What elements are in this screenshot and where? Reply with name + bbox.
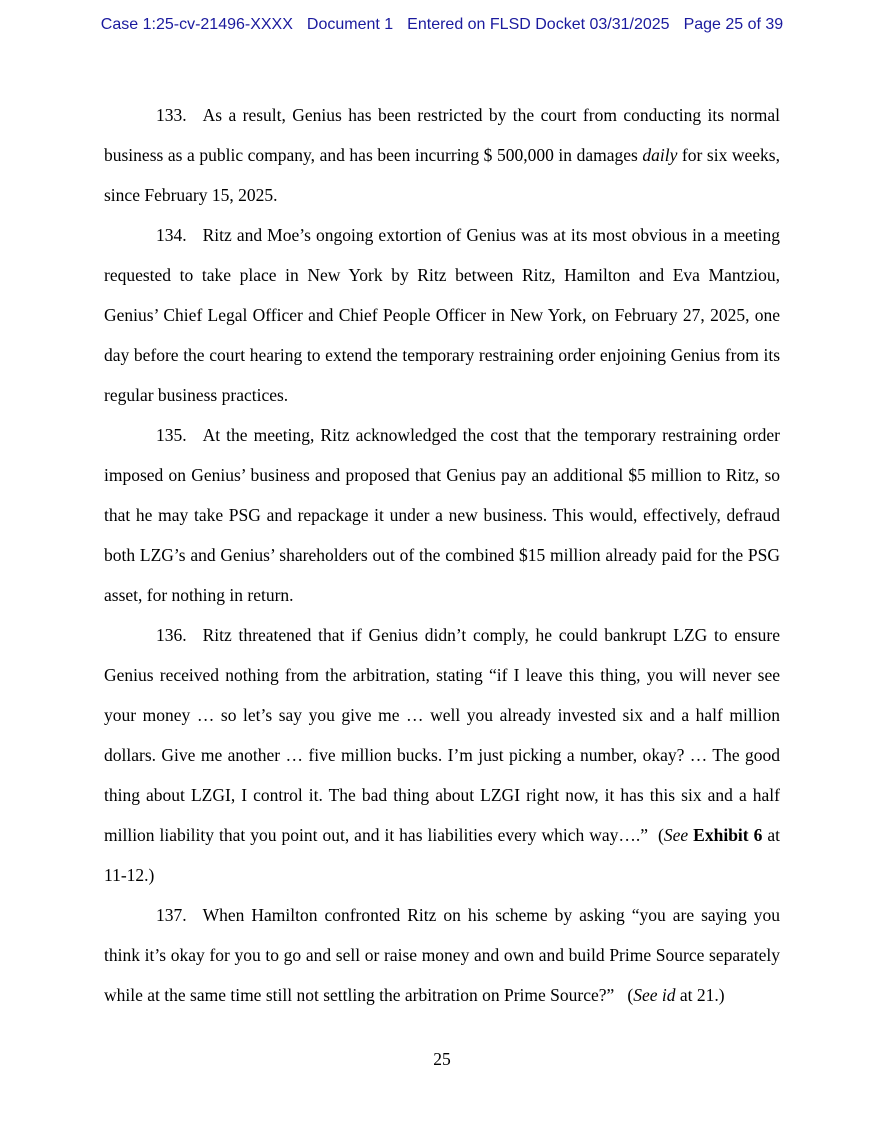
text-segment: When Hamilton confronted Ritz on his scheme by asking “you are saying you think it’s okay for you to go and sell or raise money and own and build Prime Source separately while at the same time still not settling the arbitration on Prime Source?” (: [104, 905, 780, 1005]
paragraph-number: 134.: [156, 225, 187, 245]
text-segment: at 21.): [675, 985, 725, 1005]
case-number: Case 1:25-cv-21496-XXXX: [100, 16, 293, 33]
document-number: Document 1: [306, 16, 394, 33]
text-segment: As a result, Genius has been restricted by the court from conducting its normal business as a public company, and has been incurring $ 500,000 in damages: [104, 105, 780, 165]
docket-stamp-header: [0, 14, 884, 36]
text-segment: See id: [633, 985, 676, 1005]
page-number: 25: [433, 1049, 451, 1069]
docket-entered-date: Entered on FLSD Docket 03/31/2025: [407, 16, 670, 33]
paragraph: [104, 415, 780, 615]
text-segment: At the meeting, Ritz acknowledged the cost that the temporary restraining order imposed on Genius’ business and proposed that Genius pay an additional $5 million to Ritz, so that he may take PSG and repackage it under a new business. This would, effectively, defraud both LZG’s and Genius’ shareholders out of the combined $15 million already paid for the PSG asset, for nothing in return.: [104, 425, 780, 605]
document-body: [104, 95, 780, 1015]
page-indicator: Page 25 of 39: [683, 16, 784, 33]
text-segment: for six weeks, since February 15, 2025.: [104, 145, 780, 205]
paragraph-number: 135.: [156, 425, 187, 445]
text-segment: Ritz threatened that if Genius didn’t comply, he could bankrupt LZG to ensure Genius received nothing from the arbitration, stating “if I leave this thing, you will never see your money … so let’s say you give me … well you already invested six and a half million dollars. Give me another … five million bucks. I’m just picking a number, okay? … The good thing about LZGI, I control it. The bad thing about LZGI right now, it has this six and a half million liability that you point out, and it has liabilities every which way….” (: [104, 625, 780, 845]
paragraph: [104, 895, 780, 1015]
text-segment: daily: [642, 145, 678, 165]
paragraph: [104, 95, 780, 215]
text-segment: See: [663, 825, 689, 845]
paragraph-number: 137.: [156, 905, 187, 925]
paragraph: [104, 615, 780, 895]
text-segment: Ritz and Moe’s ongoing extortion of Genius was at its most obvious in a meeting requested to take place in New York by Ritz between Ritz, Hamilton and Eva Mantziou, Genius’ Chief Legal Officer and Chief People Officer in New York, on February 27, 2025, one day before the court hearing to extend the temporary restraining order enjoining Genius from its regular business practices.: [104, 225, 780, 405]
paragraph-number: 136.: [156, 625, 187, 645]
text-segment: Exhibit 6: [693, 825, 763, 845]
text-segment: at 11-12.): [104, 825, 780, 885]
paragraph: [104, 215, 780, 415]
paragraph-number: 133.: [156, 105, 187, 125]
